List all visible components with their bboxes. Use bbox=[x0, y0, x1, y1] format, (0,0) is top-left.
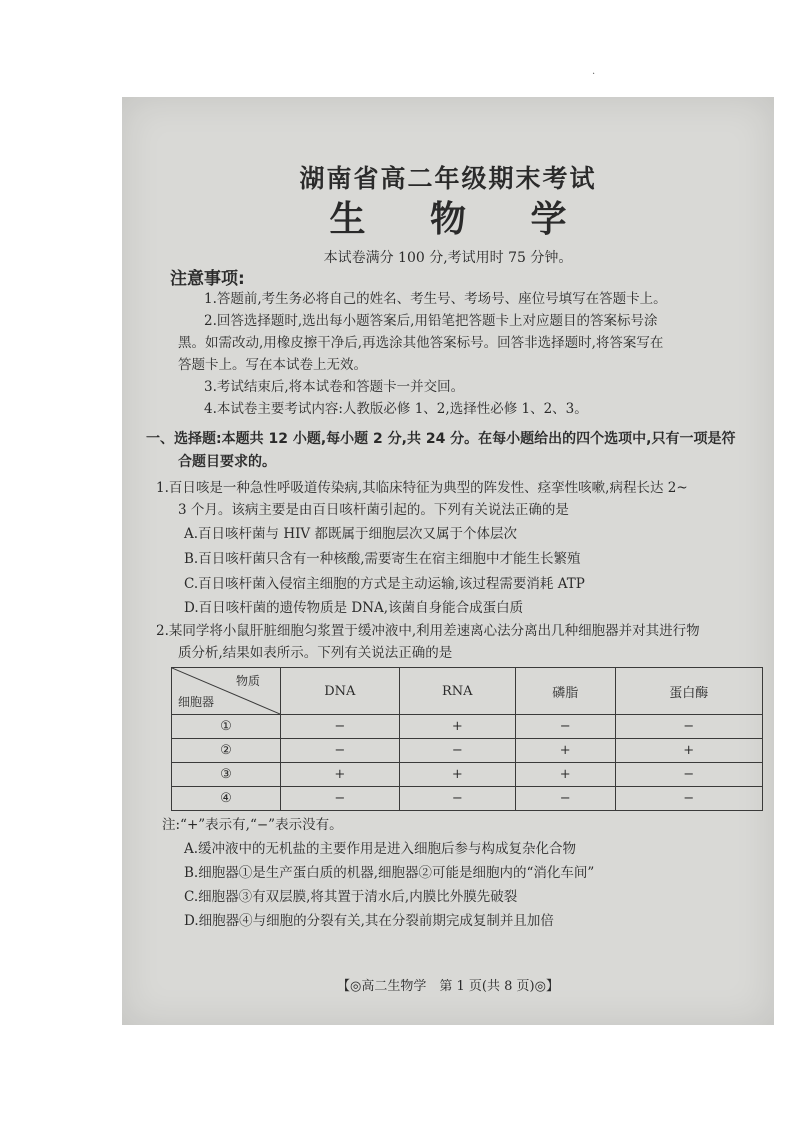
stray-mark: . bbox=[592, 66, 596, 77]
table-cell: − bbox=[615, 763, 763, 787]
table-header-row bbox=[172, 668, 763, 715]
question-2-option: C.细胞器③有双层膜,将其置于清水后,内膜比外膜先破裂 bbox=[184, 889, 518, 905]
table-cell: − bbox=[281, 715, 400, 739]
question-1-stem-cont: 3 个月。该病主要是由百日咳杆菌引起的。下列有关说法正确的是 bbox=[178, 502, 569, 518]
question-2-option: B.细胞器①是生产蛋白质的机器,细胞器②可能是细胞内的“消化车间” bbox=[184, 865, 595, 881]
table-cell: − bbox=[615, 715, 763, 739]
table-cell: + bbox=[615, 739, 763, 763]
column-header: 蛋白酶 bbox=[615, 668, 763, 715]
table-cell: + bbox=[515, 763, 615, 787]
corner-label-substance: 物质 bbox=[235, 674, 260, 688]
table-cell: + bbox=[399, 715, 515, 739]
table-row bbox=[172, 763, 763, 787]
question-2-option: A.缓冲液中的无机盐的主要作用是进入细胞后参与构成复杂化合物 bbox=[184, 841, 577, 857]
table-cell: − bbox=[399, 787, 515, 811]
column-header: RNA bbox=[399, 668, 515, 715]
row-label: ④ bbox=[172, 787, 281, 811]
section-heading-cont: 合题目要求的。 bbox=[178, 454, 276, 470]
question-1-option: C.百日咳杆菌入侵宿主细胞的方式是主动运输,该过程需要消耗 ATP bbox=[184, 576, 585, 592]
table-cell: − bbox=[281, 787, 400, 811]
notice-line: 黑。如需改动,用橡皮擦干净后,再选涂其他答案标号。回答非选择题时,将答案写在 bbox=[178, 335, 664, 351]
question-1-option: B.百日咳杆菌只含有一种核酸,需要寄生在宿主细胞中才能生长繁殖 bbox=[184, 551, 581, 567]
notice-line: 答题卡上。写在本试卷上无效。 bbox=[178, 357, 367, 373]
table-note: 注:“+”表示有,“−”表示没有。 bbox=[162, 817, 343, 833]
table-cell: − bbox=[515, 715, 615, 739]
question-1-option: A.百日咳杆菌与 HIV 都既属于细胞层次又属于个体层次 bbox=[184, 526, 517, 542]
column-header: 磷脂 bbox=[515, 668, 615, 715]
notice-line: 3.考试结束后,将本试卷和答题卡一并交回。 bbox=[204, 379, 465, 395]
column-header: DNA bbox=[281, 668, 400, 715]
organelle-substance-table bbox=[171, 667, 763, 811]
table-cell: − bbox=[615, 787, 763, 811]
exam-title: 湖南省高二年级期末考试 bbox=[299, 164, 597, 193]
table-cell: + bbox=[515, 739, 615, 763]
table-cell: − bbox=[281, 739, 400, 763]
exam-page bbox=[122, 97, 774, 1025]
notice-line: 4.本试卷主要考试内容:人教版必修 1、2,选择性必修 1、2、3。 bbox=[204, 401, 588, 417]
page-footer: 【◎高二生物学 第 1 页(共 8 页)◎】 bbox=[337, 979, 559, 994]
row-label: ① bbox=[172, 715, 281, 739]
notice-heading: 注意事项: bbox=[170, 269, 245, 289]
table-cell: − bbox=[399, 739, 515, 763]
question-2-stem: 2.某同学将小鼠肝脏细胞匀浆置于缓冲液中,利用差速离心法分离出几种细胞器并对其进行物 bbox=[156, 623, 700, 639]
row-label: ② bbox=[172, 739, 281, 763]
notice-line: 1.答题前,考生务必将自己的姓名、考生号、考场号、座位号填写在答题卡上。 bbox=[204, 291, 667, 307]
table-cell: − bbox=[515, 787, 615, 811]
question-1-option: D.百日咳杆菌的遗传物质是 DNA,该菌自身能合成蛋白质 bbox=[184, 600, 524, 616]
notice-line: 2.回答选择题时,选出每小题答案后,用铅笔把答题卡上对应题目的答案标号涂 bbox=[204, 313, 658, 329]
exam-intro: 本试卷满分 100 分,考试用时 75 分钟。 bbox=[323, 250, 573, 266]
table-row bbox=[172, 787, 763, 811]
table-corner-cell bbox=[172, 668, 281, 715]
section-heading: 一、选择题:本题共 12 小题,每小题 2 分,共 24 分。在每小题给出的四个选项中,只有一项是符 bbox=[146, 431, 736, 447]
table-cell: + bbox=[399, 763, 515, 787]
question-2-stem-cont: 质分析,结果如表所示。下列有关说法正确的是 bbox=[178, 645, 453, 661]
question-1-stem: 1.百日咳是一种急性呼吸道传染病,其临床特征为典型的阵发性、痉挛性咳嗽,病程长达 2~ bbox=[156, 480, 688, 496]
question-2-option: D.细胞器④与细胞的分裂有关,其在分裂前期完成复制并且加倍 bbox=[184, 913, 554, 929]
row-label: ③ bbox=[172, 763, 281, 787]
table-row bbox=[172, 739, 763, 763]
table-row bbox=[172, 715, 763, 739]
subject-title: 生 物 学 bbox=[329, 199, 593, 240]
corner-label-organelle: 细胞器 bbox=[178, 695, 215, 709]
table-cell: + bbox=[281, 763, 400, 787]
